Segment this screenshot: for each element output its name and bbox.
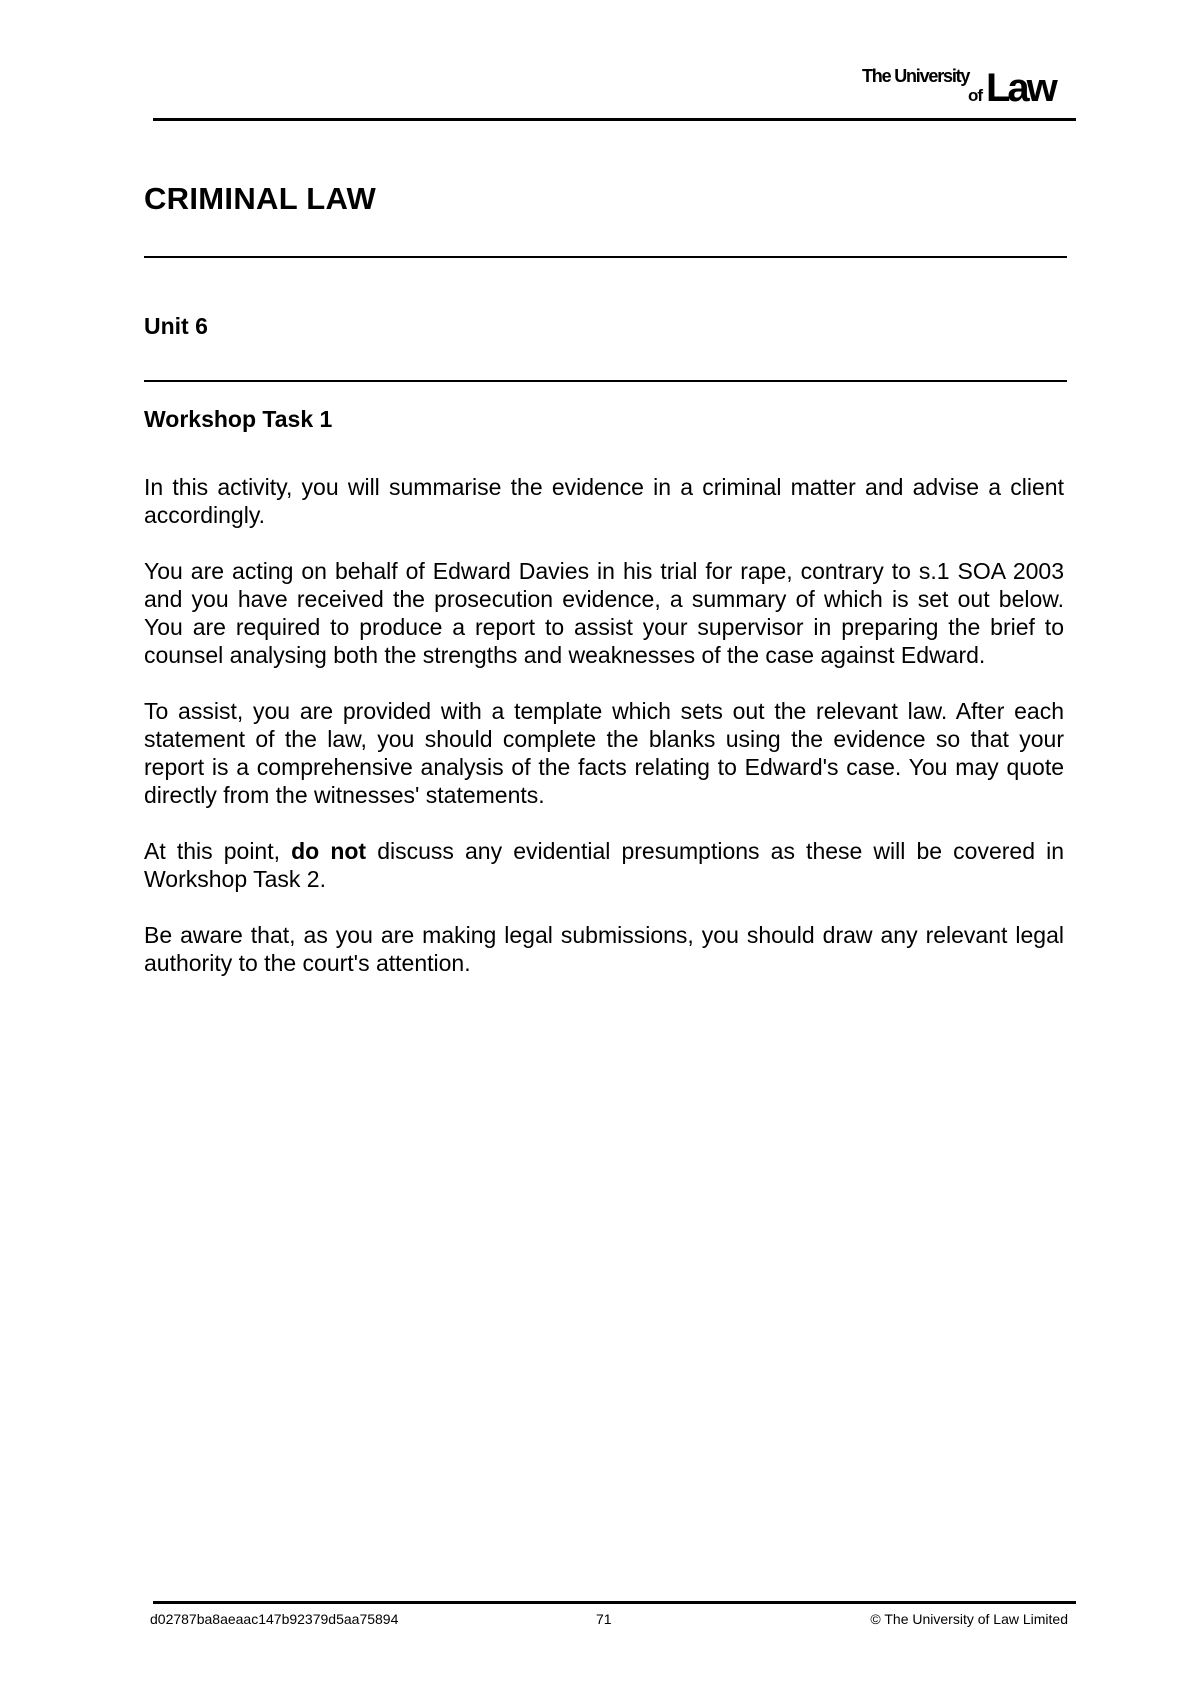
copyright-notice: © The University of Law Limited xyxy=(870,1611,1068,1627)
page-number: 71 xyxy=(596,1611,612,1627)
task-heading: Workshop Task 1 xyxy=(144,406,333,432)
paragraph-case-context: You are acting on behalf of Edward Davies in his trial for rape, contrary to s.1 SOA 2003 and you have received the prosecution evidence, a summary of which is set out below. You are required to produce a report to assist your supervisor in preparing the brief to counsel analysing both the strengths and weaknesses of the case against Edward. xyxy=(144,558,1064,668)
unit-label: Unit 6 xyxy=(144,313,208,339)
paragraph-template: To assist, you are provided with a template which sets out the relevant law. After each statement of the law, you should complete the blanks using the evidence so that your report is a comprehensive analysis of the facts relating to Edward's case. You may quote directly from the witnesses' statements. xyxy=(144,698,1064,808)
logo-text-the-university: The University xyxy=(862,66,970,86)
paragraph-intro: In this activity, you will summarise the evidence in a criminal matter and advise a client accordingly. xyxy=(144,474,1064,528)
header-divider xyxy=(153,118,1076,121)
task-instructions xyxy=(144,473,1064,1005)
title-divider xyxy=(144,256,1067,258)
presumptions-emphasis: do not xyxy=(291,838,367,864)
unit-divider xyxy=(144,380,1067,382)
presumptions-text-start: At this point, xyxy=(144,838,292,864)
paragraph-legal-authority: Be aware that, as you are making legal submissions, you should draw any relevant legal authority to the court's attention. xyxy=(144,922,1064,976)
page-footer xyxy=(150,1611,1068,1633)
university-of-law-logo xyxy=(858,66,1070,108)
document-id: d02787ba8aeaac147b92379d5aa75894 xyxy=(150,1611,399,1627)
paragraph-presumptions xyxy=(144,837,1064,893)
logo-text-law: Law xyxy=(986,66,1055,110)
footer-divider xyxy=(153,1601,1076,1604)
presumptions-text-end: discuss any evidential presumptions as these will be covered in Workshop Task 2. xyxy=(144,838,1064,892)
document-title: CRIMINAL LAW xyxy=(144,181,377,216)
logo-text-of: of xyxy=(968,86,983,105)
